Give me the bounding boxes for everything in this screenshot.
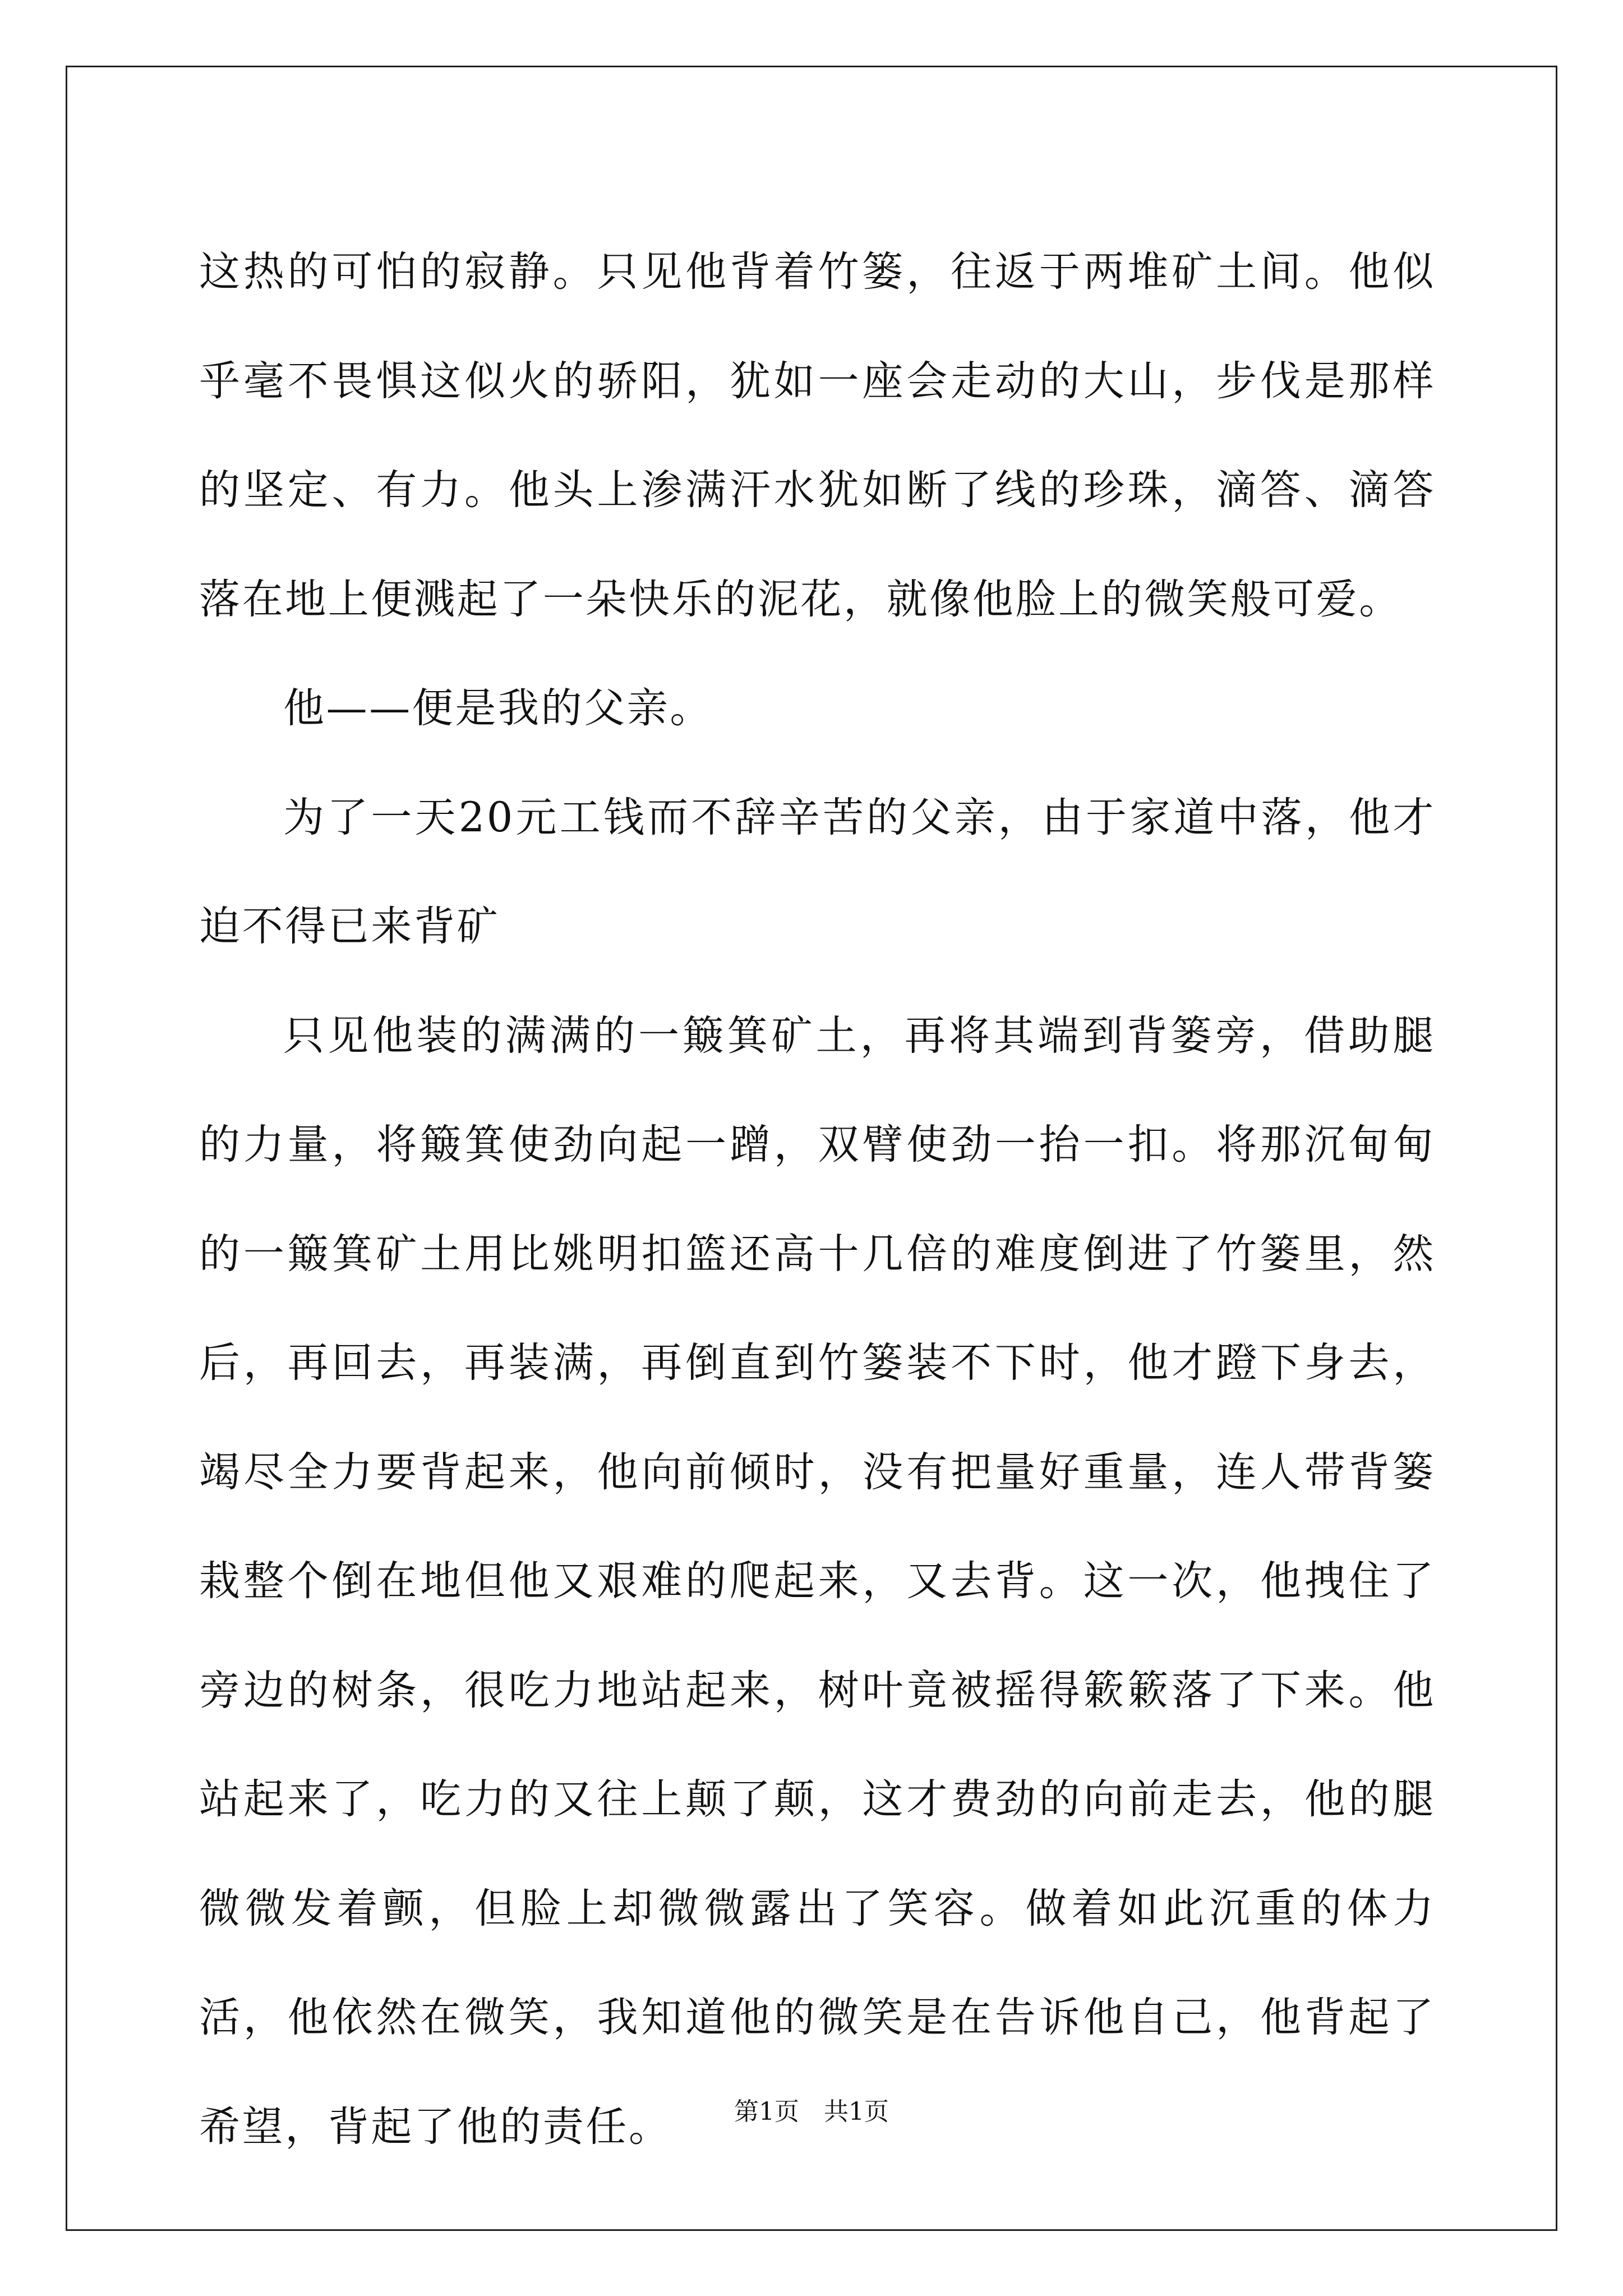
paragraph-1: 这热的可怕的寂静。只见他背着竹篓，往返于两堆矿土间。他似乎毫不畏惧这似火的骄阳，犹如一座会走动的大山，步伐是那样的坚定、有力。他头上渗满汗水犹如断了线的珍珠，滴答、滴答落在地上便溅起了一朵快乐的泥花，就像他脸上的微笑般可爱。 [199, 248, 1436, 623]
paragraph-2: 他——便是我的父亲。 [283, 684, 713, 732]
paragraph-3: 为了一天20元工钱而不辞辛苦的父亲，由于家道中落，他才迫不得已来背矿 [199, 793, 1436, 950]
paragraph-4: 只见他装的满满的一簸箕矿土，再将其端到背篓旁，借助腿的力量，将簸箕使劲向起一蹭，双臂使劲一抬一扣。将那沉甸甸的一簸箕矿土用比姚明扣篮还高十几倍的难度倒进了竹篓里，然后，再回去，再装满，再倒直到竹篓装不下时，他才蹬下身去，竭尽全力要背起来，他向前倾时，没有把量好重量，连人带背篓栽整个倒在地但他又艰难的爬起来，又去背。这一次，他拽住了旁边的树条，很吃力地站起来，树叶竟被摇得簌簌落了下来。他站起来了，吃力的又往上颠了颠，这才费劲的向前走去，他的腿微微发着颤，但脸上却微微露出了笑容。做着如此沉重的体力活，他依然在微笑，我知道他的微笑是在告诉他自己，他背起了希望，背起了他的责任。 [199, 1011, 1436, 2151]
document-body [199, 218, 1436, 2182]
page-number-footer: 第1页 共1页 [734, 2097, 889, 2126]
